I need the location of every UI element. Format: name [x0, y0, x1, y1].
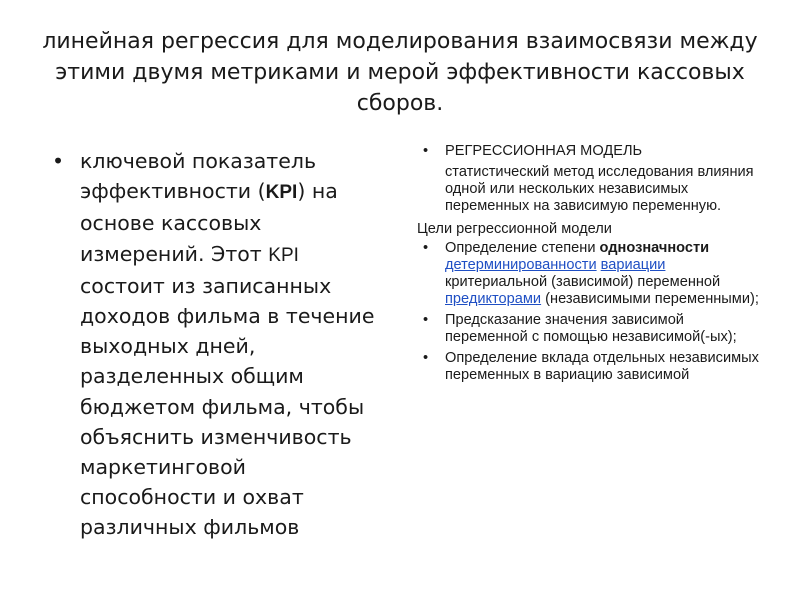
slide-title: линейная регрессия для моделирования взаимосвязи между этими двумя метриками и мерой эффективности кассовых сборов.: [42, 29, 758, 116]
bullet-icon: •: [423, 143, 429, 159]
bullet-icon: •: [423, 240, 429, 256]
goal-1-post-1: критериальной (зависимой) переменной: [445, 274, 721, 290]
kpi-bullet: [50, 146, 380, 543]
link-determinirovannosti[interactable]: детерминированности: [445, 257, 597, 273]
bullet-icon: •: [52, 149, 65, 173]
right-column: [417, 143, 767, 388]
goal-3-text: Определение вклада отдельных независимых переменных в вариацию зависимой: [445, 350, 759, 383]
regression-model-heading: [417, 143, 767, 160]
kpi-text-part-2: ) на основе кассовых измерений. Этот: [80, 179, 338, 266]
kpi-abbr: KPI: [268, 244, 299, 266]
regression-model-heading-text: РЕГРЕССИОННАЯ МОДЕЛЬ: [445, 143, 643, 159]
goal-item-3: [417, 350, 767, 384]
goal-item-1: [417, 240, 767, 308]
kpi-text-part-3: состоит из записанных доходов фильма в течение выходных дней, разделенных общим бюджетом фильма, чтобы объяснить изменчивость маркетинговой способности и охват различных фильмов: [80, 273, 375, 540]
goal-2-text: Предсказание значения зависимой переменной с помощью независимой(-ых);: [445, 312, 737, 345]
regression-method-description: статистический метод исследования влияния одной или нескольких независимых переменных на зависимую переменную.: [445, 164, 754, 214]
link-variacii[interactable]: вариации: [600, 257, 666, 273]
bullet-icon: •: [423, 350, 429, 366]
link-prediktorami[interactable]: предикторами: [445, 291, 542, 307]
goal-item-2: [417, 312, 767, 346]
kpi-abbr-bold: KPI: [265, 182, 298, 204]
goal-1-post-2: (независимыми переменными);: [541, 291, 759, 307]
kpi-text-part-1: ключевой показатель эффективности (: [80, 149, 317, 204]
left-column: [50, 146, 380, 543]
goal-1-bold: однозначности: [599, 240, 710, 256]
goal-1-pre: Определение степени: [445, 240, 600, 256]
regression-goals-label: Цели регрессионной модели: [417, 221, 612, 237]
bullet-icon: •: [423, 312, 429, 328]
